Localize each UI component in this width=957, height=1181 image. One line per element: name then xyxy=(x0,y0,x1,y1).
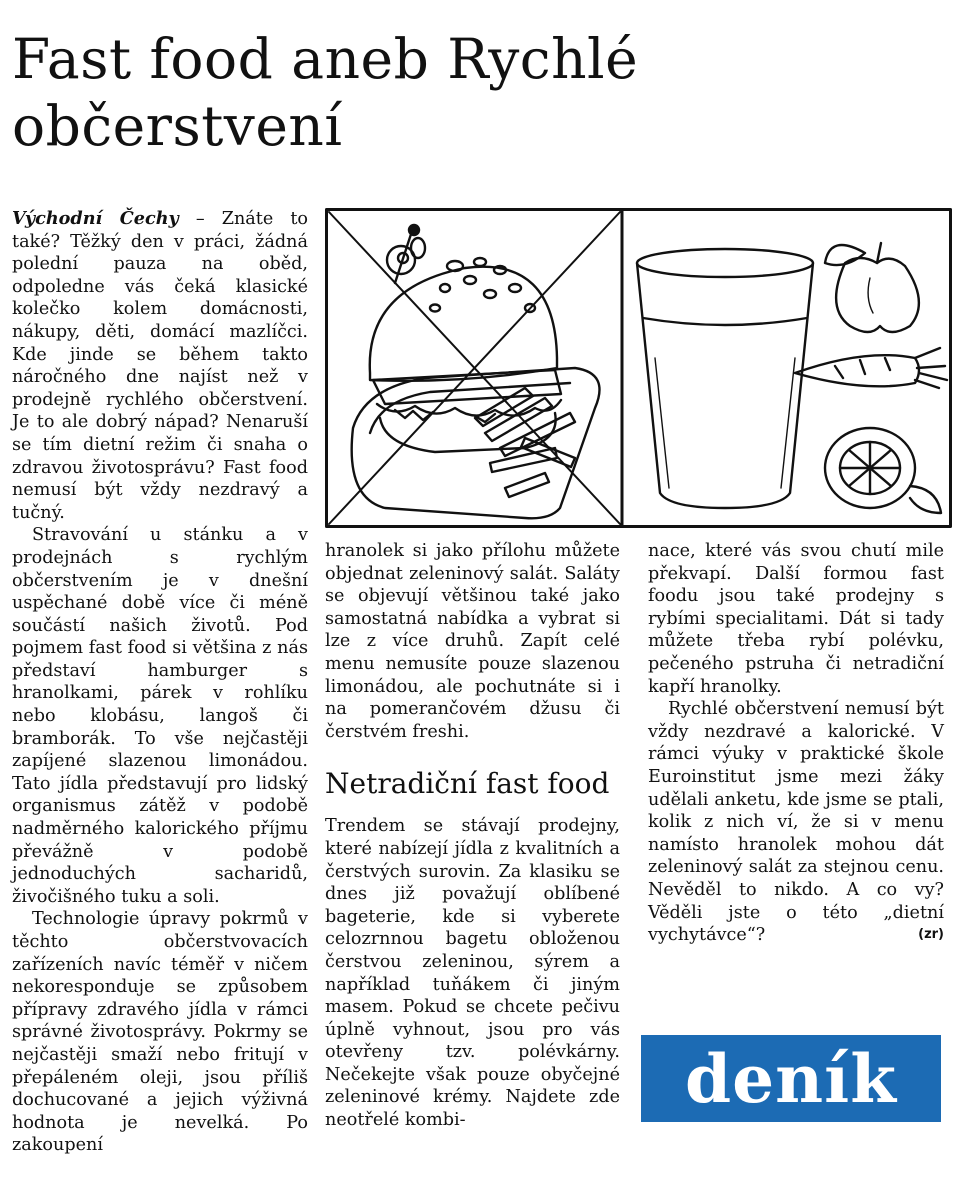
article-headline: Fast food aneb Rychlé občerstvení xyxy=(12,27,639,158)
intro-paragraph xyxy=(12,208,308,524)
article-column-3 xyxy=(648,540,944,947)
body-paragraph-3: Technologie úpravy pokrmů v těchto občerstvovacích zařízeních navíc téměř v ničem nekoresponduje se způsobem přípravy zdravého jídla v rámci správné životosprávy. Pokrmy se nejčastěji smaží nebo fritují v přepáleném oleji, jsou příliš dochucované a jejich výživná hodnota je nevelká. Po zakoupení xyxy=(12,909,308,1156)
body-paragraph-4-continued: nace, které vás svou chutí mile překvapí. Další formou fast foodu jsou také prodejny s rybími specialitami. Dát si tady můžete třeba rybí polévku, pečeného pstruha či netradiční kapří hranolky. xyxy=(648,541,944,697)
apple-icon xyxy=(825,243,919,332)
article-column-2 xyxy=(325,540,620,1132)
carrot-icon xyxy=(795,348,947,388)
brand-logo xyxy=(641,1035,941,1122)
brand-logo-text: deník xyxy=(685,1039,897,1118)
food-illustration xyxy=(325,208,952,528)
body-paragraph-3-continued: hranolek si jako přílohu můžete objednat zeleninový salát. Saláty se objevují většinou také jako samostatná nabídka a vybrat si lze z více druhů. Zapít celé menu nemusíte pouze slazenou limonádou, ale pochutnáte si i na pomerančovém džusu či čerstvém freshi. xyxy=(325,541,620,742)
orange-slice-icon xyxy=(825,428,941,513)
glass-of-juice-icon xyxy=(637,249,813,508)
fries-icon xyxy=(475,388,575,497)
body-paragraph-5 xyxy=(648,698,944,947)
intro-text: – Znáte to také? Těžký den v práci, žádná polední pauza na oběd, odpoledne vás čeká klasické kolečko kolem domácnosti, nákupy, děti, domácí mazlíčci. Kde jinde se během takto náročného dne najíst než v prodejně rychlého občerstvení. Je to ale dobrý nápad? Nenaruší se tím dietní režim či snaha o zdravou životosprávu? Fast food nemusí být vždy nezdravý a tučný. xyxy=(12,209,308,523)
dateline: Východní Čechy xyxy=(12,208,179,229)
body-paragraph-2: Stravování u stánku a v prodejnách s rychlým občerstvením je v dnešní uspěchané době více či méně součástí našich životů. Pod pojmem fast food si většina z nás představí hamburger s hranolkami, párek v rohlíku nebo klobásu, langoš či bramborák. To vše nejčastěji zapíjené slazenou limonádou. Tato jídla představují pro lidský organismus zátěž v podobě nadměrného kalorického příjmu převážně v podobě jednoduchých sacharidů, živočišného tuku a soli. xyxy=(12,525,308,907)
hamburger-icon xyxy=(352,225,600,518)
body-paragraph-4: Trendem se stávají prodejny, které nabízejí jídla z kvalitních a čerstvých surovin. Za klasiku se dnes již považují oblíbené bageterie, kde si vyberete celozrnnou bagetu obloženou čerstvou zeleninou, sýrem a například tuňákem či jiným masem. Pokud se chcete pečivu úplně vyhnout, jsou pro vás otevřeny tzv. polévkárny. Nečekejte však pouze obyčejné zeleninové krémy. Najdete zde neotřelé kombi- xyxy=(325,816,620,1131)
closing-text: Rychlé občerstvení nemusí být vždy nezdravé a kalorické. V rámci výuky v praktické škole Euroinstitut jsme mezi žáky udělali anketu, kde jsme se ptali, kolik z nich ví, že si v menu namísto hranolek mohou dát zeleninový salát za stejnou cenu. Nevěděl to nikdo. A co vy? Věděli jste o této „dietní vychytávce“? xyxy=(648,699,944,946)
author-signature: (zr) xyxy=(918,927,944,943)
section-subheading: Netradiční fast food xyxy=(325,767,610,801)
article-column-1 xyxy=(12,208,308,1157)
